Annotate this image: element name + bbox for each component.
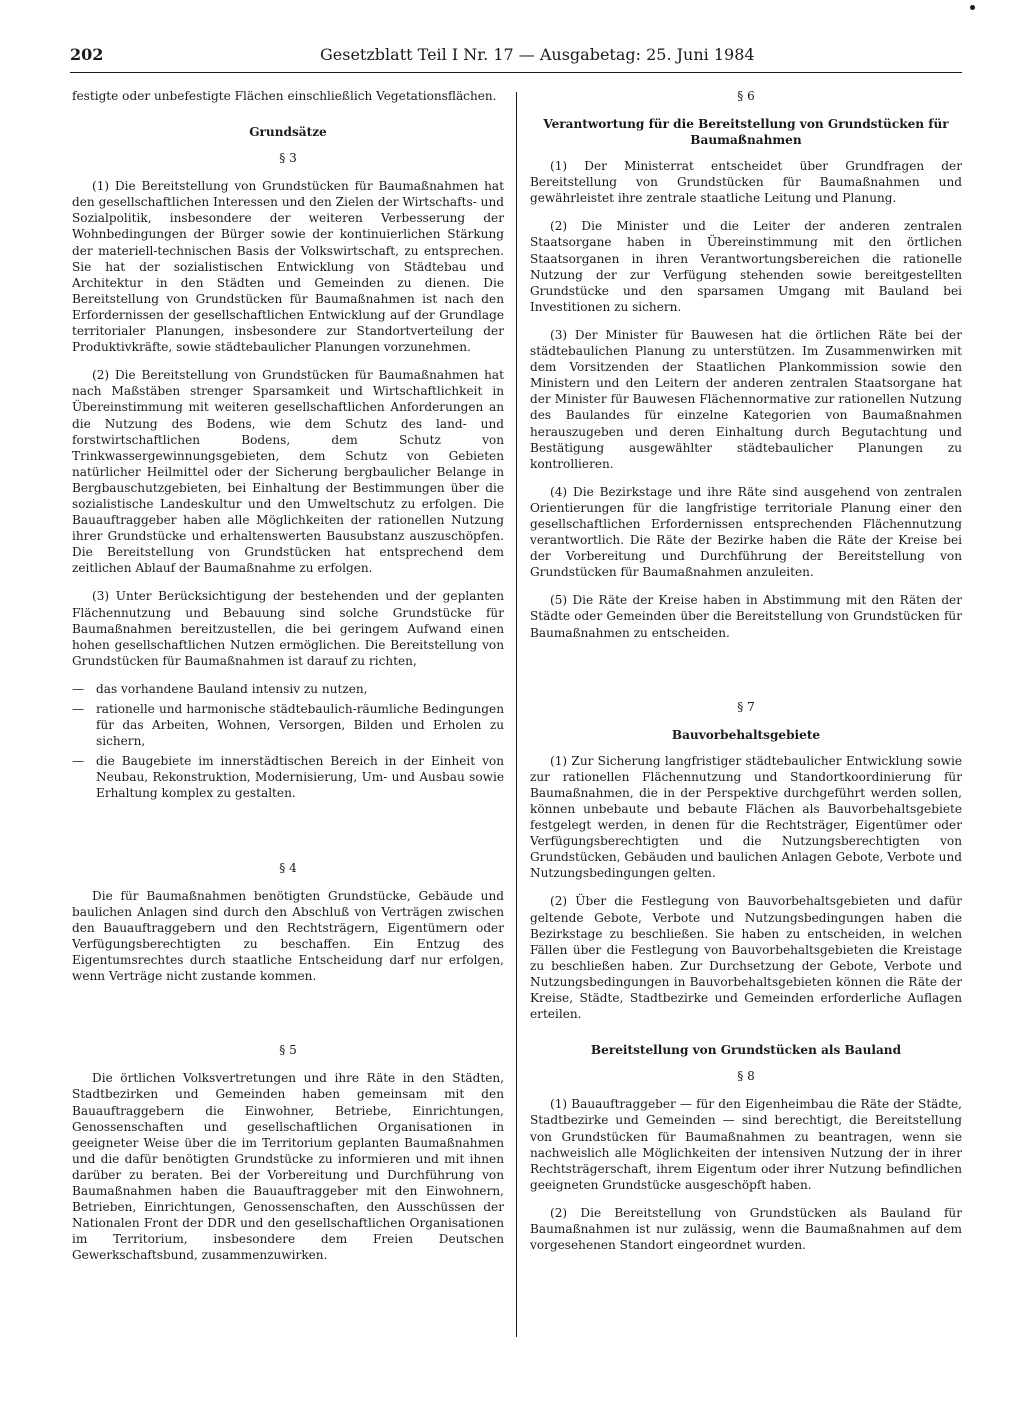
section-4-paragraph-1: Die für Baumaßnahmen benötigten Grundstücke, Gebäude und baulichen Anlagen sind durch den Abschluß von Verträgen zwischen den Bauauftraggebern und den Rechtsträgern, Eigentümern oder Verfügungsberechtigten zu beschaffen. Ein Entzug des Eigentumsrechtes durch staatliche Entscheidung darf nur erfolgen, wenn Verträge nicht zustande kommen. [72,888,504,984]
page-number: 202 [70,45,104,64]
section-3-paragraph-1: (1) Die Bereitstellung von Grundstücken für Baumaßnahmen hat den gesellschaftlichen Interessen und den Zielen der Wirtschafts- und Sozialpolitik, insbesondere der weiteren Verbesserung der Wohnbedingungen der Bürger sowie der kontinuierlichen Stärkung der materiell-technischen Basis der Volkswirtschaft, zu entsprechen. Sie hat der sozialistischen Entwicklung von Städtebau und Architektur in den Städten und Gemeinden zu dienen. Die Bereitstellung von Grundstücken für Baumaßnahmen ist nach den Erfordernissen der gesellschaftlichen Entwicklung auf der Grundlage territorialer Planungen, insbesondere zur Standortverteilung der Produktivkräfte, sowie städtebaulicher Planungen vorzunehmen. [72,179,504,355]
section-7-mark: § 7 [737,699,755,714]
dash-marker: — [72,681,85,696]
section-3-paragraph-3: (3) Unter Berücksichtigung der bestehenden und der geplanten Flächennutzung und Bebauung sind solche Grundstücke für Baumaßnahmen bereitzustellen, die bei geringem Aufwand einen hohen gesellschaftlichen Nutzen ermöglichen. Die Bereitstellung von Grundstücken für Baumaßnahmen ist darauf zu richten, [72,589,504,668]
intro-text: festigte oder unbefestigte Flächen einschließlich Vegetationsflächen. [72,89,497,103]
dash-marker: — [72,754,85,769]
list-item-text: die Baugebiete im innerstädtischen Bereich in der Einheit von Neubau, Rekonstruktion, Modernisierung, Um- und Ausbau sowie Erhaltung komplex zu gestalten. [96,754,504,801]
section-7-paragraph-1: (1) Zur Sicherung langfristiger städtebaulicher Entwicklung sowie zur rationellen Flächennutzung und Standortkoordinierung für Baumaßnahmen, die in der Perspektive durchgeführt werden sollen, können unbebaute und bebaute Flächen als Bauvorbehaltsgebiete festgelegt werden, in denen für die Rechtsträger, Eigentümer oder Verfügungsberechtigten und die Nutzungsberechtigten von Grundstücken, Gebäuden und baulichen Anlagen Gebote, Verbote und Nutzungsbedingungen gelten. [530,753,962,881]
list-item [72,681,504,697]
column-divider [516,92,517,1337]
section-3-mark: § 3 [279,151,297,166]
left-column [72,88,504,1275]
section-8-paragraph-1: (1) Bauauftraggeber — für den Eigenheimbau die Räte der Städte, Stadtbezirke und Gemeinden — sind berechtigt, die Bereitstellung von Grundstücken für Baumaßnahmen zu beantragen, wenn sie nachweislich alle Möglichkeiten der intensiven Nutzung der in ihrer Rechtsträgerschaft, ihrem Eigentum oder ihrer Nutzung befindlichen geeigneten Grundstücke ausgeschöpft haben. [530,1097,962,1192]
spacer [72,814,504,838]
spacer [72,996,504,1020]
section-6-paragraph-4: (4) Die Bezirkstage und ihre Räte sind ausgehend von zentralen Orientierungen für die langfristige territoriale Planung einer den gesellschaftlichen Erfordernissen entsprechenden Flächennutzung verantwortlich. Die Räte der Bezirke haben die Räte der Kreise bei der Vorbereitung und Durchführung der Bereitstellung von Grundstücken für Baumaßnahmen anzuleiten. [530,484,962,580]
section-6-heading: Verantwortung für die Bereitstellung von Grundstücken für Baumaßnahmen [543,117,949,148]
section-4-mark: § 4 [279,860,297,875]
list-item-text: rationelle und harmonische städtebaulich-räumliche Bedingungen für das Arbeiten, Wohnen, Versorgen, Bilden und Erholen zu sichern, [96,702,504,749]
section-6-paragraph-5: (5) Die Räte der Kreise haben in Abstimmung mit den Räten der Städte oder Gemeinden über die Bereitstellung von Grundstücken für Baumaßnahmen zu entscheiden. [530,593,962,640]
page-header [70,45,960,69]
list-item [72,753,504,801]
section-8-paragraph-2: (2) Die Bereitstellung von Grundstücken als Bauland für Baumaßnahmen ist nur zulässig, wenn die Baumaßnahmen auf dem vorgesehenen Standort eingeordnet wurden. [530,1205,962,1253]
list-item-text: das vorhandene Bauland intensiv zu nutzen, [96,681,368,696]
section-6-paragraph-1: (1) Der Ministerrat entscheidet über Grundfragen der Bereitstellung von Grundstücken für Baumaßnahmen und gewährleistet ihre zentrale staatliche Leitung und Planung. [530,159,962,206]
bauland-heading: Bereitstellung von Grundstücken als Bauland [590,1043,902,1058]
section-7-paragraph-2: (2) Über die Festlegung von Bauvorbehaltsgebieten und dafür geltende Gebote, Verbote und Nutzungsbedingungen haben die Bezirkstage zu beschließen. Sie haben zu entscheiden, in welchen Fällen über die Festlegung von Bauvorbehaltsgebieten die Kreistage zu beschließen haben. Zur Durchsetzung der Gebote, Verbote und Nutzungsbedingungen in Bauvorbehaltsgebieten können die Räte der Kreise, Städte, Stadtbezirke und Gemeinden erforderliche Auflagen erteilen. [530,894,962,1022]
list-item [72,701,504,749]
section-6-paragraph-3: (3) Der Minister für Bauwesen hat die örtlichen Räte bei der städtebaulichen Planung zu unterstützen. Im Zusammenwirken mit dem Vorsitzenden der Staatlichen Plankommission sowie den Ministern und den Leitern der anderen zentralen Staatsorgane hat der Minister für Bauwesen Flächennormative zur rationellen Nutzung des Baulandes für einzelne Kategorien von Baumaßnahmen herauszugeben und deren Einhaltung durch Begutachtung und Bestätigung ausgewählter städtebaulicher Planungen zu kontrollieren. [530,327,962,471]
header-rule [70,72,962,73]
spacer [530,653,962,677]
scan-dot [970,5,975,10]
section-5-paragraph-1: Die örtlichen Volksvertretungen und ihre Räte in den Städten, Stadtbezirken und Gemeinden haben gemeinsam mit den Bauauftraggebern die Einwohner, Betriebe, Einrichtungen, Genossenschaften und gesellschaftlichen Organisationen in geeigneter Weise über die im Territorium geplanten Baumaßnahmen und die dafür benötigten Grundstücke zu informieren und mit ihnen darüber zu beraten. Bei der Vorbereitung und Durchführung von Baumaßnahmen haben die Bauauftraggeber mit den Einwohnern, Betrieben, Einrichtungen, Genossenschaften, den Ausschüssen der Nationalen Front der DDR und den gesellschaftlichen Organisationen im Territorium, insbesondere dem Freien Deutschen Gewerkschaftsbund, zusammenzuwirken. [72,1071,504,1263]
section-5-mark: § 5 [279,1043,297,1058]
section-3-list [72,681,504,802]
right-column [530,88,962,1265]
section-6-paragraph-2: (2) Die Minister und die Leiter der anderen zentralen Staatsorgane haben in Übereinstimmung mit den örtlichen Staatsorganen in ihren Verantwortungsbereichen die rationelle Nutzung der zur Verfügung stehenden sowie bereitgestellten Grundstücke und den sparsamen Umgang mit Bauland bei Investitionen zu sichern. [530,219,962,314]
heading-grundsaetze: Grundsätze [249,125,327,140]
section-3-paragraph-2: (2) Die Bereitstellung von Grundstücken für Baumaßnahmen hat nach Maßstäben strenger Sparsamkeit und Wirtschaftlichkeit in Übereinstimmung mit weiteren gesellschaftlichen Anforderungen an die Nutzung des Bodens, wie dem Schutz des land- und forstwirtschaftlichen Bodens, dem Schutz von Trinkwassergewinnungsgebieten, dem Schutz von Gebieten natürlicher Heilmittel oder der Sicherung bergbaulicher Belange in Bergbauschutzgebieten, bei Einhaltung der Bestimmungen über die sozialistische Landeskultur und den Umweltschutz zu erfolgen. Die Bauauftraggeber haben alle Möglichkeiten der rationellen Nutzung ihrer Grundstücke und erhaltenswerten Bausubstanz auszuschöpfen. Die Bereitstellung von Grundstücken hat entsprechend dem zeitlichen Ablauf der Baumaßnahme zu erfolgen. [72,368,504,576]
dash-marker: — [72,702,85,716]
section-6-mark: § 6 [737,89,755,103]
section-8-mark: § 8 [737,1069,755,1084]
section-7-heading: Bauvorbehaltsgebiete [671,727,821,742]
gazette-title: Gesetzblatt Teil I Nr. 17 — Ausgabetag: 25. Juni 1984 [320,45,755,64]
